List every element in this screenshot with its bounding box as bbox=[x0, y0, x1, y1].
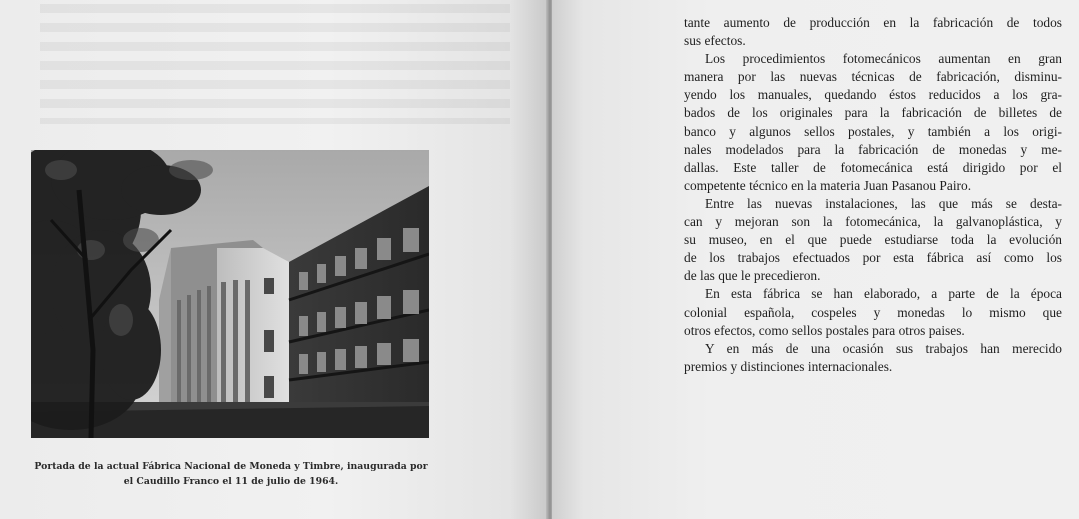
paragraph bbox=[684, 340, 1062, 376]
factory-building-photo bbox=[31, 150, 429, 438]
text-line: colonial española, cospeles y monedas lo mismo que bbox=[684, 304, 1062, 320]
text-line: yendo los manuales, quedando éstos reducidos a los gra- bbox=[684, 87, 1062, 103]
text-line: sus efectos. bbox=[684, 33, 746, 49]
text-line: premios y distinciones internacionales. bbox=[684, 358, 893, 374]
text-line: Y en más de una ocasión sus trabajos han merecido bbox=[705, 340, 1062, 356]
paragraph bbox=[684, 195, 1062, 285]
text-line: bados de los originales para la fabricación de billetes de bbox=[684, 105, 1062, 121]
text-line: nales modelados para la fabricación de monedas y me- bbox=[684, 141, 1062, 157]
text-line: can y mejoran son la fotomecánica, la galvanoplástica, y bbox=[684, 214, 1062, 230]
text-line: dallas. Este taller de fotomecánica está dirigido por el bbox=[684, 159, 1062, 175]
text-line: competente técnico en la materia Juan Pasanou Pairo. bbox=[684, 177, 972, 193]
text-line: En esta fábrica se han elaborado, a parte de la época bbox=[705, 286, 1062, 302]
caption-line: Portada de la actual Fábrica Nacional de Moneda y Timbre, inaugurada por bbox=[34, 461, 428, 472]
body-text bbox=[684, 14, 1062, 376]
text-line: de los trabajos efectuados por esta fábrica así como los bbox=[684, 250, 1062, 266]
text-line: banco y algunos sellos postales, y también a los origi- bbox=[684, 123, 1062, 139]
text-line: otros efectos, como sellos postales para otros paises. bbox=[684, 322, 965, 338]
text-line: tante aumento de producción en la fabricación de todos bbox=[684, 15, 1062, 30]
caption-line: el Caudillo Franco el 11 de julio de 1964. bbox=[123, 476, 339, 487]
paragraph bbox=[684, 14, 1062, 50]
text-line: su museo, en el que puede estudiarse toda la evolución bbox=[684, 232, 1062, 248]
paragraph bbox=[684, 50, 1062, 195]
text-line: Entre las nuevas instalaciones, las que más se desta- bbox=[705, 195, 1062, 211]
text-line: manera por las nuevas técnicas de fabricación, disminu- bbox=[684, 69, 1062, 85]
text-line: Los procedimientos fotomecánicos aumentan en gran bbox=[705, 51, 1062, 67]
paragraph bbox=[684, 285, 1062, 339]
photo-caption bbox=[30, 459, 432, 489]
show-through-text bbox=[40, 4, 510, 124]
text-line: de las que le precedieron. bbox=[684, 268, 821, 284]
